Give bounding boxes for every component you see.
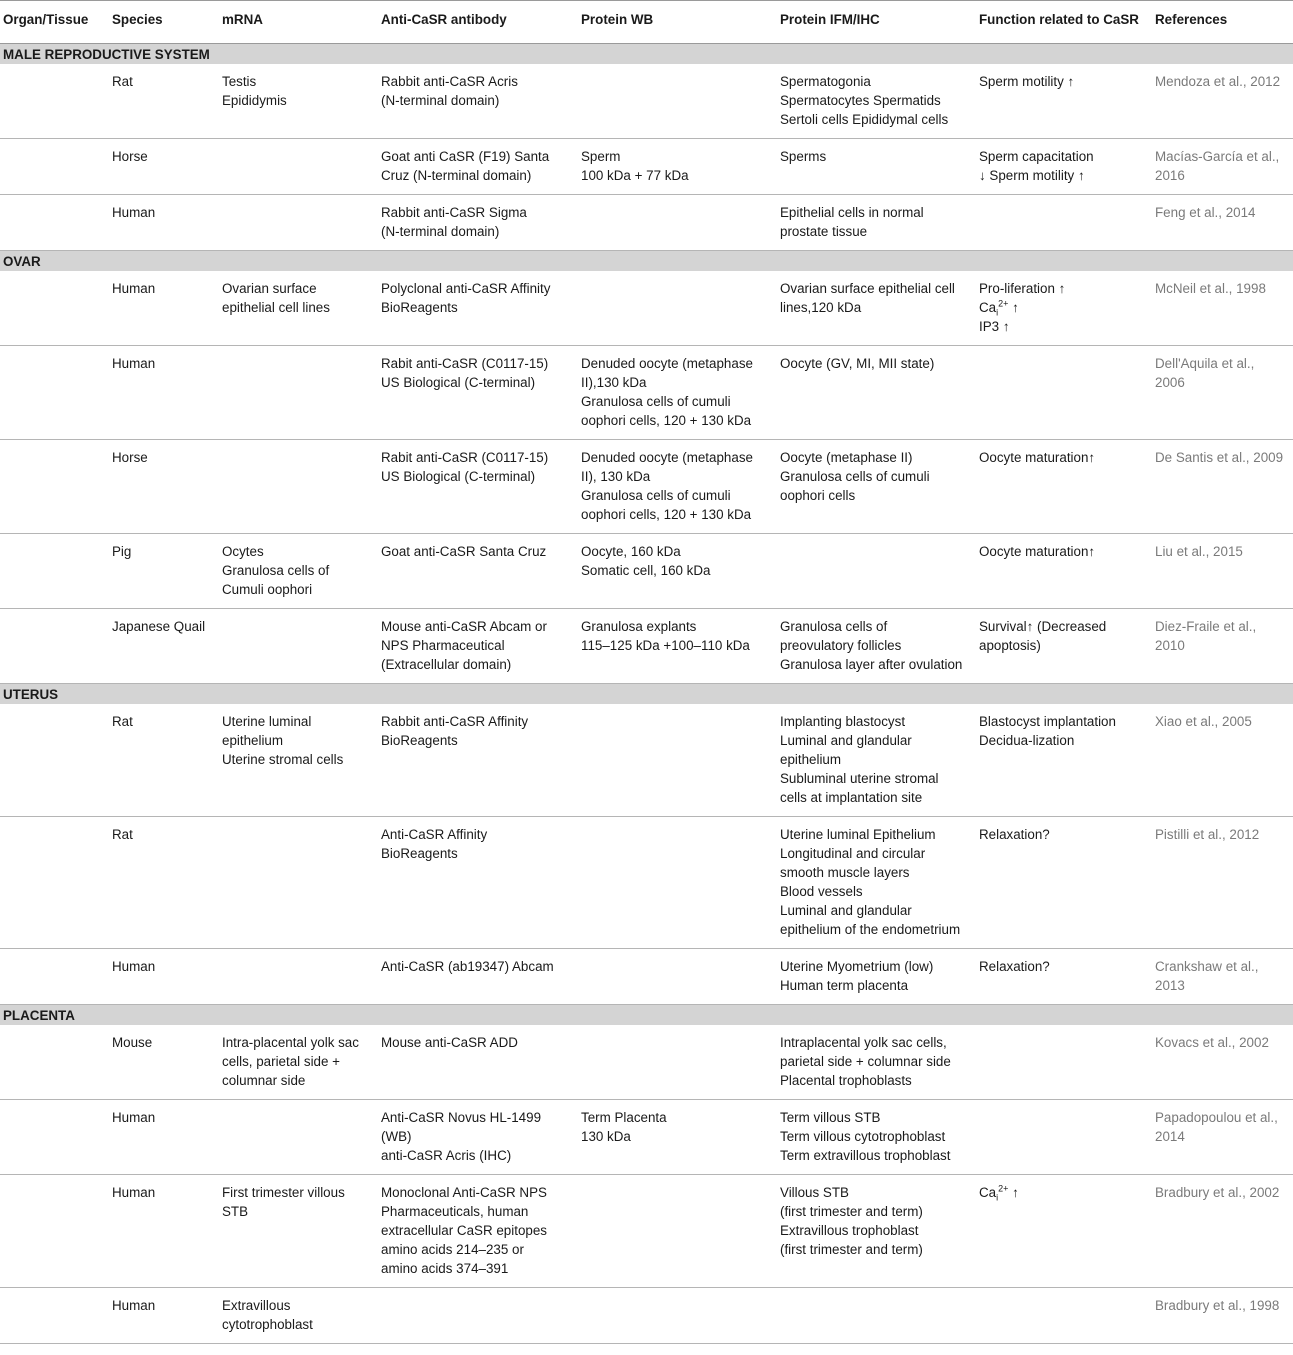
antibody-cell: [373, 1100, 573, 1175]
protein-ifm-cell-line: lines,120 kDa: [780, 300, 862, 315]
reference-cell: [1147, 440, 1293, 534]
function-cell: [971, 1025, 1147, 1100]
table-row: [0, 704, 1293, 817]
header-function: Function related to CaSR: [971, 1, 1147, 44]
protein-ifm-cell: [772, 1100, 971, 1175]
antibody-cell-line: Goat anti CaSR (F19) Santa: [381, 149, 550, 164]
mrna-cell: [214, 346, 373, 440]
protein-ifm-cell-line: Granulosa cells of cumuli: [780, 469, 930, 484]
antibody-cell: [373, 1025, 573, 1100]
species-cell: Horse: [104, 139, 214, 195]
antibody-cell: [373, 817, 573, 949]
reference-cell-line: Xiao et al., 2005: [1155, 714, 1252, 729]
protein-wb-cell-line: Denuded oocyte (metaphase: [581, 356, 753, 371]
mrna-cell-line: columnar side: [222, 1073, 306, 1088]
antibody-cell-line: Mouse anti-CaSR Abcam or: [381, 619, 547, 634]
mrna-cell: [214, 609, 373, 684]
species-cell: Human: [104, 195, 214, 251]
function-cell-line: Decidua-lization: [979, 733, 1075, 748]
antibody-cell: [373, 346, 573, 440]
table-row: [0, 1288, 1293, 1344]
table-row: [0, 64, 1293, 139]
protein-wb-cell: [573, 271, 772, 346]
function-cell-line: Sperm motility ↑: [979, 74, 1075, 89]
header-protein-wb: Protein WB: [573, 1, 772, 44]
mrna-cell-line: Testis: [222, 74, 257, 89]
protein-ifm-cell: [772, 534, 971, 609]
protein-ifm-cell: [772, 440, 971, 534]
protein-wb-cell: [573, 139, 772, 195]
protein-ifm-cell-line: cells at implantation site: [780, 790, 923, 805]
mrna-cell-line: Uterine luminal: [222, 714, 312, 729]
antibody-cell: [373, 440, 573, 534]
antibody-cell-line: Cruz (N-terminal domain): [381, 168, 532, 183]
reference-cell: [1147, 609, 1293, 684]
header-species: Species: [104, 1, 214, 44]
table-row: [0, 1100, 1293, 1175]
ion-subscript: i: [996, 1192, 999, 1203]
protein-wb-cell: [573, 346, 772, 440]
mrna-cell-line: STB: [222, 1204, 249, 1219]
table-row: [0, 139, 1293, 195]
antibody-cell: [373, 609, 573, 684]
protein-wb-cell-line: Sperm: [581, 149, 621, 164]
mrna-cell-line: First trimester villous: [222, 1185, 345, 1200]
species-cell: Human: [104, 271, 214, 346]
antibody-cell-line: anti-CaSR Acris (IHC): [381, 1148, 512, 1163]
organ-cell: [0, 139, 104, 195]
species-cell: Horse: [104, 440, 214, 534]
protein-ifm-cell-line: Luminal and glandular: [780, 733, 912, 748]
protein-ifm-cell-line: Ovarian surface epithelial cell: [780, 281, 955, 296]
reference-cell-line: Macías-García et al.,: [1155, 149, 1280, 164]
antibody-cell-line: amino acids 374–391: [381, 1261, 509, 1276]
section-row: [0, 684, 1293, 705]
function-cell: [971, 271, 1147, 346]
protein-ifm-cell-line: Sertoli cells Epididymal cells: [780, 112, 949, 127]
protein-ifm-cell-line: Oocyte (GV, MI, MII state): [780, 356, 935, 371]
protein-ifm-cell: [772, 346, 971, 440]
protein-ifm-cell-line: smooth muscle layers: [780, 865, 910, 880]
table-row: [0, 195, 1293, 251]
protein-ifm-cell-line: Implanting blastocyst: [780, 714, 906, 729]
reference-cell-line: Crankshaw et al., 2013: [1155, 959, 1263, 993]
section-title: UTERUS: [0, 684, 1293, 705]
mrna-cell: [214, 949, 373, 1005]
species-cell: Rat: [104, 64, 214, 139]
reference-cell: [1147, 949, 1293, 1005]
function-cell-line: Oocyte maturation↑: [979, 544, 1096, 559]
protein-wb-cell: [573, 64, 772, 139]
protein-wb-cell: [573, 609, 772, 684]
protein-wb-cell-line: Denuded oocyte (metaphase: [581, 450, 753, 465]
protein-ifm-cell: [772, 1288, 971, 1344]
protein-ifm-cell-line: Uterine luminal Epithelium: [780, 827, 936, 842]
reference-cell: [1147, 704, 1293, 817]
function-cell-line: Blastocyst implantation: [979, 714, 1116, 729]
antibody-cell-line: BioReagents: [381, 733, 458, 748]
antibody-cell-line: (N-terminal domain): [381, 93, 500, 108]
protein-ifm-cell-line: prostate tissue: [780, 224, 868, 239]
header-row: [0, 1, 1293, 44]
reference-cell: [1147, 139, 1293, 195]
function-cell-line: ↓ Sperm motility ↑: [979, 168, 1085, 183]
reference-cell-line: Pistilli et al., 2012: [1155, 827, 1260, 842]
mrna-cell: [214, 534, 373, 609]
mrna-cell-line: cells, parietal side +: [222, 1054, 340, 1069]
reference-cell-line: McNeil et al., 1998: [1155, 281, 1266, 296]
antibody-cell: [373, 271, 573, 346]
protein-ifm-cell-line: Sperms: [780, 149, 827, 164]
section-title: PLACENTA: [0, 1005, 1293, 1026]
header-antibody: Anti-CaSR antibody: [373, 1, 573, 44]
protein-ifm-cell: [772, 949, 971, 1005]
protein-ifm-cell: [772, 271, 971, 346]
reference-cell: [1147, 817, 1293, 949]
antibody-cell: [373, 195, 573, 251]
protein-ifm-cell: [772, 817, 971, 949]
mrna-cell: [214, 1175, 373, 1288]
header-protein-ifm-ihc: Protein IFM/IHC: [772, 1, 971, 44]
mrna-cell: [214, 440, 373, 534]
protein-ifm-cell: [772, 609, 971, 684]
function-cell: [971, 949, 1147, 1005]
protein-wb-cell-line: oophori cells, 120 + 130 kDa: [581, 507, 752, 522]
function-cell-line: Sperm capacitation: [979, 149, 1094, 164]
function-cell: [971, 609, 1147, 684]
function-cell: [971, 64, 1147, 139]
mrna-cell: [214, 1100, 373, 1175]
function-cell: [971, 1288, 1147, 1344]
reference-cell-line: Liu et al., 2015: [1155, 544, 1243, 559]
function-cell-line: Oocyte maturation↑: [979, 450, 1096, 465]
protein-ifm-cell-line: Placental trophoblasts: [780, 1073, 912, 1088]
mrna-cell: [214, 704, 373, 817]
antibody-cell-line: US Biological (C-terminal): [381, 375, 536, 390]
reference-cell: [1147, 1288, 1293, 1344]
mrna-cell-line: Ovarian surface: [222, 281, 317, 296]
protein-ifm-cell-line: Term villous STB: [780, 1110, 881, 1125]
protein-ifm-cell-line: epithelium: [780, 752, 842, 767]
table-body: [0, 44, 1293, 1344]
protein-ifm-cell-line: Extravillous trophoblast: [780, 1223, 919, 1238]
reference-cell-line: Feng et al., 2014: [1155, 205, 1256, 220]
species-cell: Human: [104, 1175, 214, 1288]
reference-cell: [1147, 195, 1293, 251]
organ-cell: [0, 817, 104, 949]
protein-ifm-cell: [772, 64, 971, 139]
antibody-cell-line: Polyclonal anti-CaSR Affinity: [381, 281, 551, 296]
species-cell: Japanese Quail: [104, 609, 214, 684]
antibody-cell-line: Anti-CaSR Novus HL-1499: [381, 1110, 542, 1125]
table-row: [0, 609, 1293, 684]
organ-cell: [0, 1175, 104, 1288]
reference-cell-line: Papadopoulou et al.,: [1155, 1110, 1278, 1125]
reference-cell-line: Diez-Fraile et al., 2010: [1155, 619, 1260, 653]
ion-superscript: 2+: [998, 298, 1009, 309]
function-cell-line: apoptosis): [979, 638, 1041, 653]
species-cell: Rat: [104, 704, 214, 817]
protein-ifm-cell-line: epithelium of the endometrium: [780, 922, 961, 937]
organ-cell: [0, 440, 104, 534]
header-mrna: mRNA: [214, 1, 373, 44]
protein-ifm-cell-line: preovulatory follicles: [780, 638, 902, 653]
protein-ifm-cell-line: parietal side + columnar side: [780, 1054, 951, 1069]
organ-cell: [0, 346, 104, 440]
antibody-cell: [373, 139, 573, 195]
table-row: [0, 1175, 1293, 1288]
protein-ifm-cell-line: (first trimester and term): [780, 1242, 923, 1257]
reference-cell-line: Kovacs et al., 2002: [1155, 1035, 1269, 1050]
protein-wb-cell-line: Somatic cell, 160 kDa: [581, 563, 711, 578]
protein-ifm-cell-line: Subluminal uterine stromal: [780, 771, 939, 786]
protein-wb-cell-line: 130 kDa: [581, 1129, 631, 1144]
mrna-cell: [214, 271, 373, 346]
function-cell: [971, 817, 1147, 949]
reference-cell-line: Bradbury et al., 2002: [1155, 1185, 1280, 1200]
protein-ifm-cell-line: Epithelial cells in normal: [780, 205, 924, 220]
antibody-cell-line: BioReagents: [381, 846, 458, 861]
protein-wb-cell-line: II),130 kDa: [581, 375, 647, 390]
antibody-cell-line: extracellular CaSR epitopes: [381, 1223, 547, 1238]
protein-ifm-cell-line: Intraplacental yolk sac cells,: [780, 1035, 947, 1050]
table-row: [0, 346, 1293, 440]
antibody-cell-line: Mouse anti-CaSR ADD: [381, 1035, 518, 1050]
reference-cell: [1147, 534, 1293, 609]
antibody-cell: [373, 534, 573, 609]
mrna-cell-line: Epididymis: [222, 93, 287, 108]
protein-ifm-cell-line: Granulosa layer after ovulation: [780, 657, 963, 672]
ion-superscript: 2+: [998, 1183, 1009, 1194]
protein-wb-cell-line: Granulosa cells of cumuli: [581, 488, 731, 503]
antibody-cell-line: US Biological (C-terminal): [381, 469, 536, 484]
protein-ifm-cell-line: Human term placenta: [780, 978, 909, 993]
protein-ifm-cell-line: Oocyte (metaphase II): [780, 450, 913, 465]
table-row: [0, 1025, 1293, 1100]
reference-cell: [1147, 1175, 1293, 1288]
mrna-cell-line: Ocytes: [222, 544, 264, 559]
protein-wb-cell-line: Oocyte, 160 kDa: [581, 544, 681, 559]
function-cell-line: Pro-liferation ↑: [979, 281, 1066, 296]
organ-cell: [0, 271, 104, 346]
organ-cell: [0, 949, 104, 1005]
reference-cell-line: De Santis et al., 2009: [1155, 450, 1284, 465]
species-cell: Rat: [104, 817, 214, 949]
protein-wb-cell: [573, 440, 772, 534]
organ-cell: [0, 1288, 104, 1344]
antibody-cell: [373, 1288, 573, 1344]
protein-wb-cell: [573, 534, 772, 609]
function-cell-line: IP3 ↑: [979, 319, 1010, 334]
protein-wb-cell: [573, 949, 772, 1005]
antibody-cell-line: amino acids 214–235 or: [381, 1242, 524, 1257]
protein-wb-cell-line: oophori cells, 120 + 130 kDa: [581, 413, 752, 428]
species-cell: Human: [104, 346, 214, 440]
header-organ-tissue: Organ/Tissue: [0, 1, 104, 44]
antibody-cell-line: Rabit anti-CaSR (C0117-15): [381, 450, 549, 465]
organ-cell: [0, 1025, 104, 1100]
mrna-cell: [214, 817, 373, 949]
mrna-cell-line: cytotrophoblast: [222, 1317, 313, 1332]
antibody-cell-line: Rabbit anti-CaSR Affinity: [381, 714, 529, 729]
antibody-cell-line: Monoclonal Anti-CaSR NPS: [381, 1185, 547, 1200]
protein-wb-cell: [573, 1288, 772, 1344]
function-cell: [971, 195, 1147, 251]
antibody-cell-line: Pharmaceuticals, human: [381, 1204, 529, 1219]
protein-ifm-cell-line: Longitudinal and circular: [780, 846, 926, 861]
header-references: References: [1147, 1, 1293, 44]
antibody-cell-line: (WB): [381, 1129, 412, 1144]
mrna-cell-line: Extravillous: [222, 1298, 291, 1313]
section-row: [0, 1005, 1293, 1026]
protein-ifm-cell: [772, 195, 971, 251]
protein-ifm-cell-line: Uterine Myometrium (low): [780, 959, 934, 974]
mrna-cell-line: Intra-placental yolk sac: [222, 1035, 359, 1050]
antibody-cell: [373, 704, 573, 817]
protein-ifm-cell: [772, 704, 971, 817]
antibody-cell-line: Goat anti-CaSR Santa Cruz: [381, 544, 547, 559]
protein-ifm-cell-line: Luminal and glandular: [780, 903, 912, 918]
reference-cell: [1147, 1025, 1293, 1100]
species-cell: Human: [104, 1288, 214, 1344]
species-cell: Human: [104, 1100, 214, 1175]
table-row: [0, 534, 1293, 609]
mrna-cell: [214, 64, 373, 139]
table-row: [0, 949, 1293, 1005]
function-cell-line: Relaxation?: [979, 959, 1050, 974]
protein-ifm-cell: [772, 139, 971, 195]
protein-ifm-cell-line: Spermatogonia: [780, 74, 871, 89]
section-row: [0, 251, 1293, 272]
antibody-cell: [373, 949, 573, 1005]
function-cell: [971, 139, 1147, 195]
protein-wb-cell: [573, 1100, 772, 1175]
mrna-cell-line: Uterine stromal cells: [222, 752, 344, 767]
antibody-cell-line: Rabbit anti-CaSR Sigma: [381, 205, 527, 220]
function-cell-line: $Ca_i^{2+}$ ↑: [979, 298, 1019, 318]
reference-cell-line: 2014: [1155, 1129, 1185, 1144]
protein-wb-cell-line: 100 kDa + 77 kDa: [581, 168, 689, 183]
antibody-cell-line: (Extracellular domain): [381, 657, 512, 672]
antibody-cell-line: Rabbit anti-CaSR Acris: [381, 74, 518, 89]
reference-cell-line: Mendoza et al., 2012: [1155, 74, 1281, 89]
organ-cell: [0, 1100, 104, 1175]
antibody-cell-line: Anti-CaSR (ab19347) Abcam: [381, 959, 554, 974]
protein-ifm-cell-line: Term extravillous trophoblast: [780, 1148, 951, 1163]
protein-wb-cell: [573, 817, 772, 949]
section-title: MALE REPRODUCTIVE SYSTEM: [0, 44, 1293, 65]
protein-ifm-cell-line: Granulosa cells of: [780, 619, 888, 634]
section-title: OVAR: [0, 251, 1293, 272]
reference-cell: [1147, 64, 1293, 139]
organ-cell: [0, 534, 104, 609]
mrna-cell-line: epithelium: [222, 733, 284, 748]
protein-ifm-cell-line: Spermatocytes Spermatids: [780, 93, 941, 108]
protein-ifm-cell-line: Villous STB: [780, 1185, 849, 1200]
organ-cell: [0, 704, 104, 817]
protein-ifm-cell-line: oophori cells: [780, 488, 856, 503]
protein-wb-cell-line: 115–125 kDa +100–110 kDa: [581, 638, 750, 653]
organ-cell: [0, 195, 104, 251]
species-cell: Human: [104, 949, 214, 1005]
mrna-cell: [214, 1025, 373, 1100]
protein-wb-cell: [573, 1025, 772, 1100]
ion-subscript: i: [996, 307, 999, 318]
antibody-cell-line: NPS Pharmaceutical: [381, 638, 505, 653]
reference-cell-line: Dell'Aquila et al., 2006: [1155, 356, 1259, 390]
mrna-cell-line: Granulosa cells of: [222, 563, 330, 578]
function-cell: [971, 704, 1147, 817]
antibody-cell: [373, 64, 573, 139]
protein-wb-cell-line: Term Placenta: [581, 1110, 667, 1125]
mrna-cell: [214, 1288, 373, 1344]
function-cell: [971, 440, 1147, 534]
protein-wb-cell: [573, 195, 772, 251]
antibody-cell: [373, 1175, 573, 1288]
antibody-cell-line: (N-terminal domain): [381, 224, 500, 239]
antibody-cell-line: BioReagents: [381, 300, 458, 315]
protein-wb-cell-line: II), 130 kDa: [581, 469, 651, 484]
reference-cell: [1147, 271, 1293, 346]
reference-cell: [1147, 346, 1293, 440]
species-cell: Mouse: [104, 1025, 214, 1100]
mrna-cell-line: Cumuli oophori: [222, 582, 313, 597]
protein-ifm-cell-line: Blood vessels: [780, 884, 863, 899]
organ-cell: [0, 64, 104, 139]
organ-cell: [0, 609, 104, 684]
function-cell-line: $Ca_i^{2+}$ ↑: [979, 1183, 1019, 1203]
protein-wb-cell: [573, 704, 772, 817]
mrna-cell: [214, 195, 373, 251]
function-cell: [971, 1175, 1147, 1288]
reference-cell: [1147, 1100, 1293, 1175]
table-row: [0, 817, 1293, 949]
function-cell-line: Survival↑ (Decreased: [979, 619, 1107, 634]
function-cell: [971, 534, 1147, 609]
protein-wb-cell-line: Granulosa cells of cumuli: [581, 394, 731, 409]
antibody-cell-line: Rabit anti-CaSR (C0117-15): [381, 356, 549, 371]
function-cell-line: Relaxation?: [979, 827, 1050, 842]
species-cell: Pig: [104, 534, 214, 609]
protein-wb-cell: [573, 1175, 772, 1288]
protein-ifm-cell: [772, 1175, 971, 1288]
section-row: [0, 44, 1293, 65]
reference-cell-line: 2016: [1155, 168, 1185, 183]
mrna-cell-line: epithelial cell lines: [222, 300, 330, 315]
table-row: [0, 271, 1293, 346]
antibody-cell-line: Anti-CaSR Affinity: [381, 827, 488, 842]
reference-cell-line: Bradbury et al., 1998: [1155, 1298, 1280, 1313]
protein-wb-cell-line: Granulosa explants: [581, 619, 697, 634]
function-cell: [971, 1100, 1147, 1175]
mrna-cell: [214, 139, 373, 195]
protein-ifm-cell-line: (first trimester and term): [780, 1204, 923, 1219]
protein-ifm-cell: [772, 1025, 971, 1100]
table-row: [0, 440, 1293, 534]
function-cell: [971, 346, 1147, 440]
protein-ifm-cell-line: Term villous cytotrophoblast: [780, 1129, 946, 1144]
